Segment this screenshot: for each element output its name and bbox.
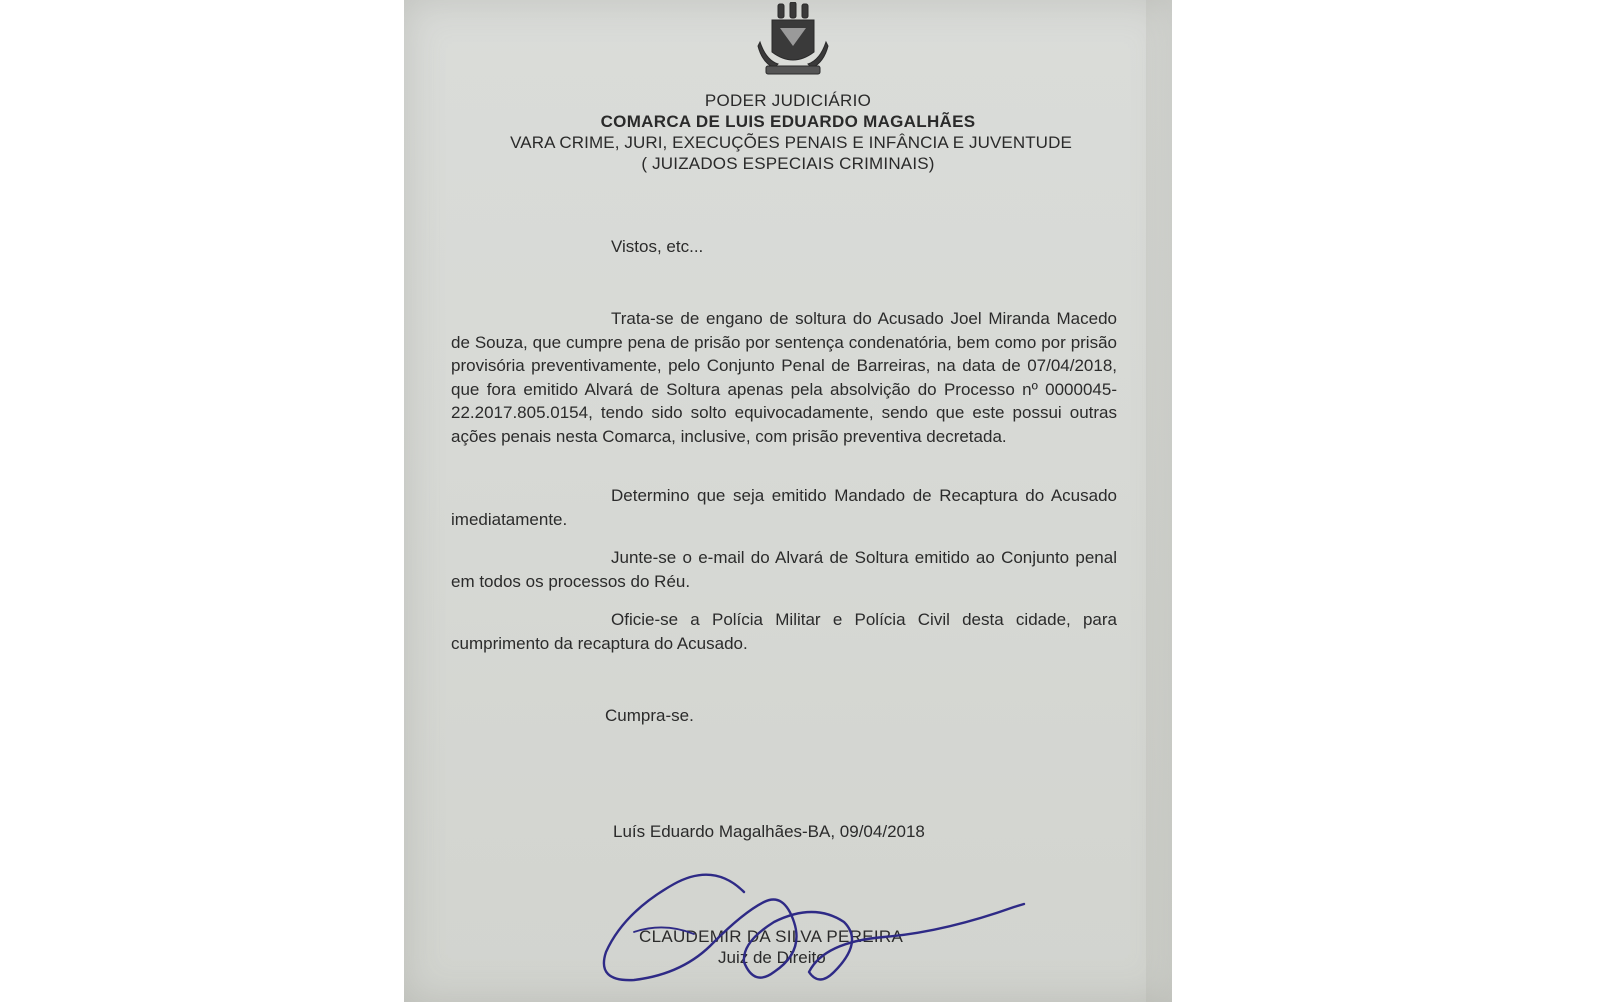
paragraph-recapture-order: Determino que seja emitido Mandado de Recaptura do Acusado imediatamente. — [451, 486, 1117, 529]
greeting: Vistos, etc... — [611, 237, 704, 256]
header-special-courts: ( JUIZADOS ESPECIAIS CRIMINAIS) — [641, 154, 935, 173]
closing: Cumpra-se. — [605, 706, 694, 725]
paragraph-release-error: Trata-se de engano de soltura do Acusado Joel Miranda Macedo de Souza, que cumpre pena de prisão por sentença condenatória, bem como por prisão provisória preventivamente, pelo Conjunto Penal de Barreiras, na data de 07/04/2018, que fora emitido Alvará de Soltura apenas pela absolvição do Processo nº 0000045-22.2017.805.0154, tendo sido solto equivocadamente, sendo que este possui outras ações penais nesta Comarca, inclusive, com prisão preventiva decretada. — [451, 309, 1117, 446]
signer-role: Juiz de Direito — [718, 948, 826, 967]
signer-name: CLAUDEMIR DA SILVA PEREIRA — [639, 927, 904, 946]
coat-of-arms-icon — [756, 2, 830, 82]
header-judiciary: PODER JUDICIÁRIO — [704, 91, 872, 110]
document-page — [404, 0, 1172, 1002]
place-date: Luís Eduardo Magalhães-BA, 09/04/2018 — [613, 822, 925, 841]
header-district: COMARCA DE LUIS EDUARDO MAGALHÃES — [600, 112, 976, 131]
header-court: VARA CRIME, JURI, EXECUÇÕES PENAIS E INFÂNCIA E JUVENTUDE — [510, 133, 1072, 152]
paragraph-notify-police: Oficie-se a Polícia Militar e Polícia Civil desta cidade, para cumprimento da recaptura do Acusado. — [451, 610, 1117, 653]
paragraph-attach-email: Junte-se o e-mail do Alvará de Soltura emitido ao Conjunto penal em todos os processos do Réu. — [451, 548, 1117, 591]
